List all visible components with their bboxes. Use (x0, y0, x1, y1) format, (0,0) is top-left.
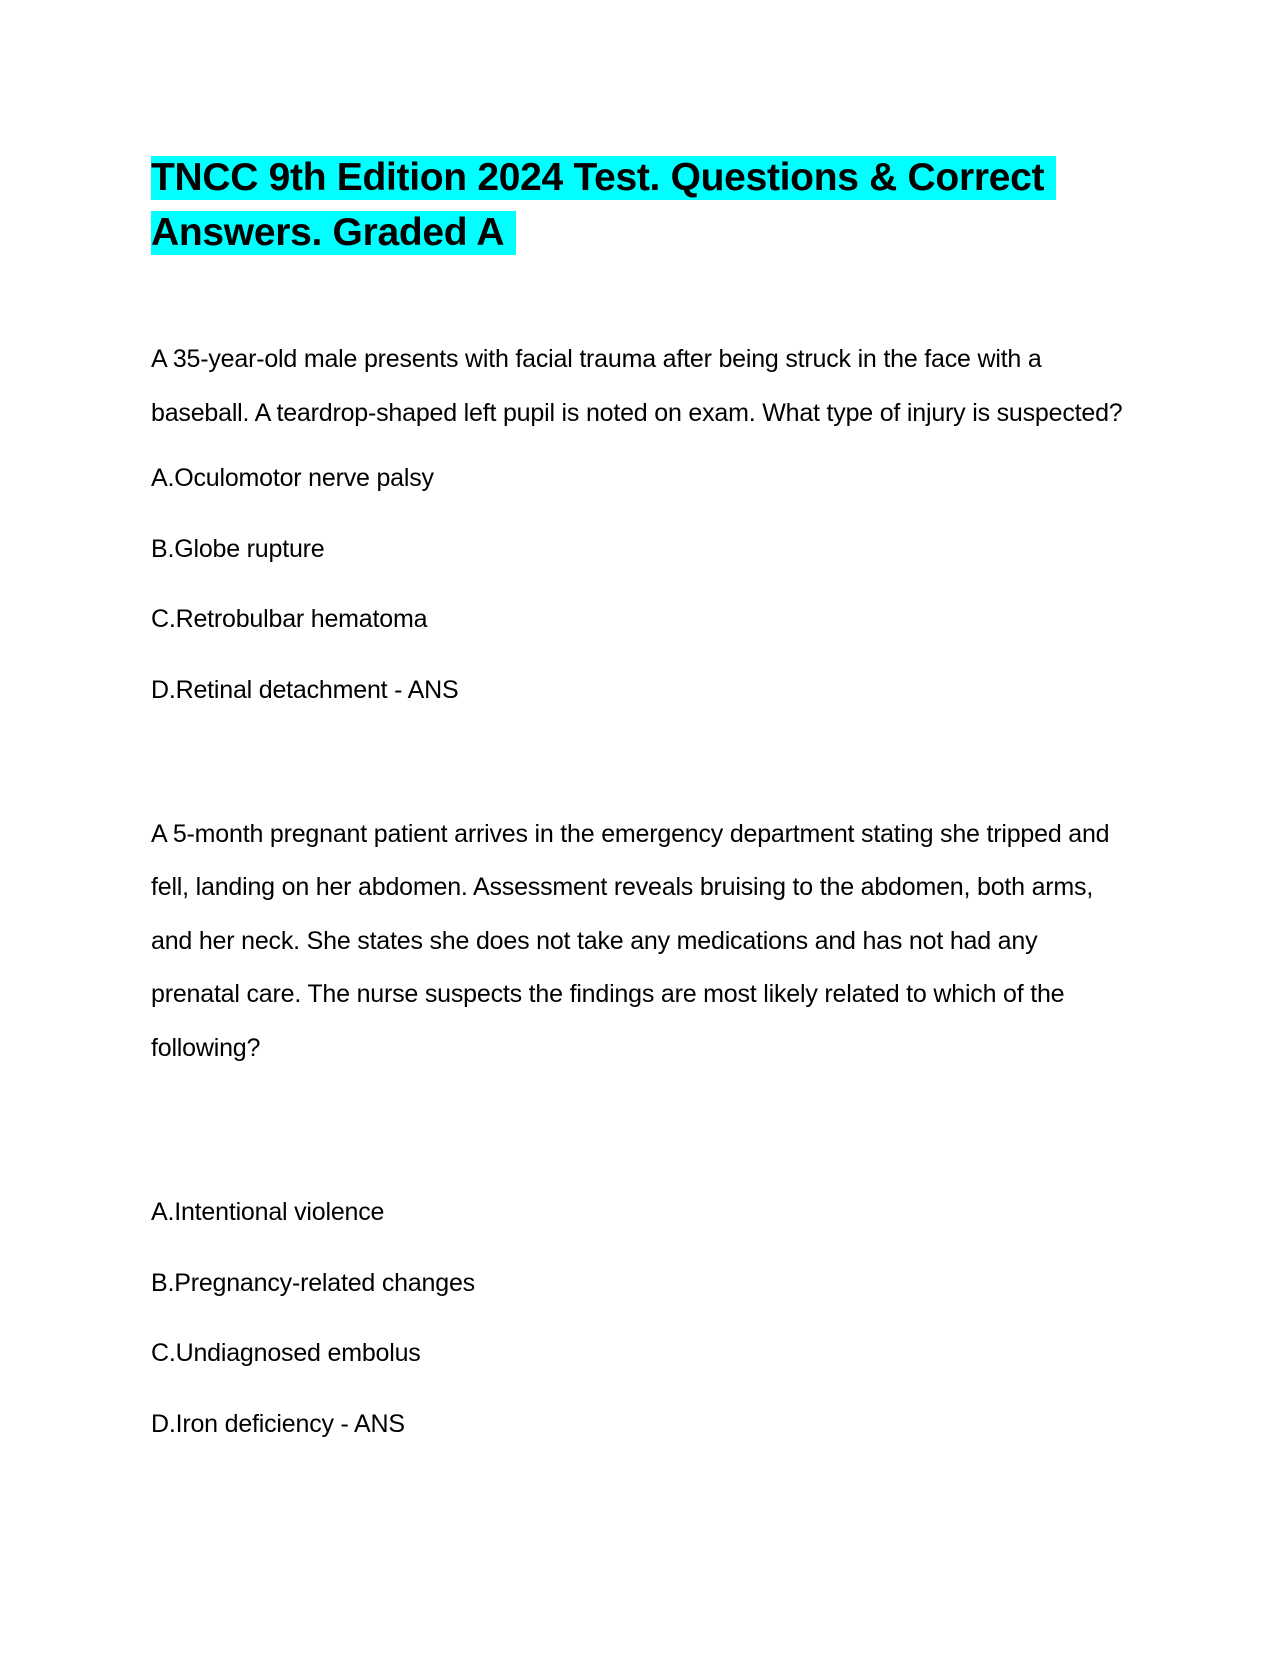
question-1-options (151, 463, 1131, 705)
document-title (151, 150, 1131, 260)
question-1-stem: A 35-year-old male presents with facial trauma after being struck in the face with a baseball. A teardrop-shaped left pupil is noted on exam. What type of injury is suspected? (151, 345, 1123, 427)
document-page (151, 150, 1131, 1439)
question-1-option-d: D.Retinal detachment - ANS (151, 675, 459, 704)
question-2-option-b: B.Pregnancy-related changes (151, 1268, 475, 1297)
title-highlight: TNCC 9th Edition 2024 Test. Questions & Correct Answers. Graded A (151, 156, 1056, 255)
question-1-option-a: A.Oculomotor nerve palsy (151, 464, 434, 492)
question-2-options (151, 1197, 1131, 1439)
question-1-option-b: B.Globe rupture (151, 534, 325, 563)
question-2-stem: A 5-month pregnant patient arrives in the emergency department stating she tripped and fell, landing on her abdomen. Assessment reveals bruising to the abdomen, both arms, and her neck. She states she does not take any medications and has not had any prenatal care. The nurse suspects the findings are most likely related to which of the following? (151, 819, 1110, 1062)
question-2-option-a: A.Intentional violence (151, 1198, 385, 1226)
question-2-option-c: C.Undiagnosed embolus (151, 1339, 421, 1367)
question-1-option-c: C.Retrobulbar hematoma (151, 605, 428, 633)
question-2-option-d: D.Iron deficiency - ANS (151, 1409, 405, 1438)
